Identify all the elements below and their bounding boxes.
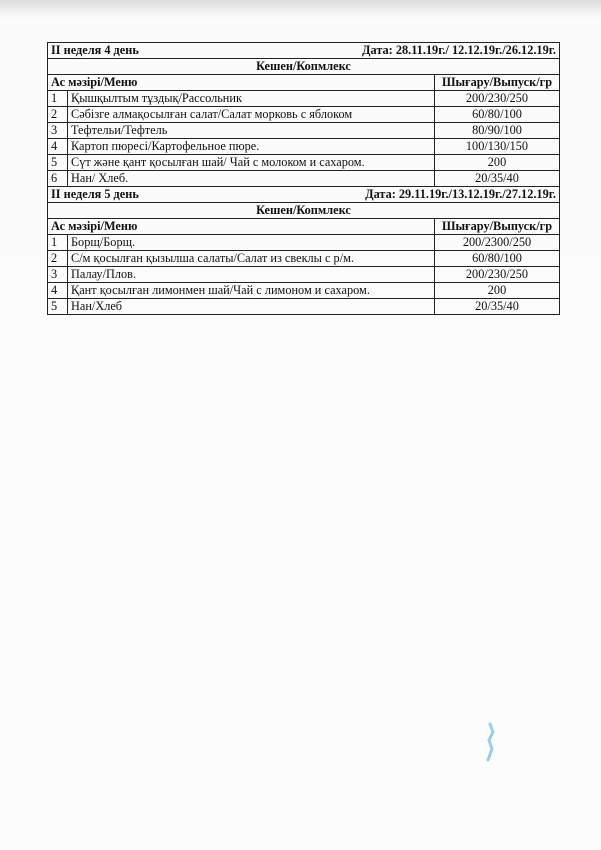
item-name: Тефтельи/Тефтель — [68, 123, 435, 139]
table-row — [48, 155, 560, 171]
item-number: 5 — [48, 155, 68, 171]
item-number: 1 — [48, 91, 68, 107]
complex-row — [48, 59, 560, 75]
item-output: 80/90/100 — [435, 123, 560, 139]
table-row — [48, 267, 560, 283]
item-output: 60/80/100 — [435, 107, 560, 123]
item-output: 200/230/250 — [435, 267, 560, 283]
item-name: Борщ/Борщ. — [68, 235, 435, 251]
item-name: Қышқылтым тұздық/Рассольник — [68, 91, 435, 107]
item-name: Сүт және қант қосылған шай/ Чай с молоком и сахаром. — [68, 155, 435, 171]
table-row — [48, 251, 560, 267]
item-output: 200/230/250 — [435, 91, 560, 107]
complex-label: Кешен/Копмлекс — [48, 59, 560, 75]
column-header-row — [48, 75, 560, 91]
scan-edge-shadow — [0, 0, 601, 18]
item-number: 6 — [48, 171, 68, 187]
item-number: 4 — [48, 139, 68, 155]
table-row — [48, 299, 560, 315]
menu-column-header: Ас мәзірі/Меню — [48, 219, 435, 235]
item-number: 1 — [48, 235, 68, 251]
menu-table — [47, 42, 560, 315]
day-header-cell — [48, 187, 560, 203]
complex-label: Кешен/Копмлекс — [48, 203, 560, 219]
table-row — [48, 139, 560, 155]
item-name: Нан/Хлеб — [68, 299, 435, 315]
day-header-row — [48, 43, 560, 59]
output-column-header: Шығару/Выпуск/гр — [435, 219, 560, 235]
day-header-cell — [48, 43, 560, 59]
table-row — [48, 283, 560, 299]
item-number: 4 — [48, 283, 68, 299]
item-output: 200 — [435, 283, 560, 299]
item-output: 200/2300/250 — [435, 235, 560, 251]
column-header-row — [48, 219, 560, 235]
week-day-label: II неделя 5 день — [51, 187, 139, 201]
complex-row — [48, 203, 560, 219]
day-header-row — [48, 187, 560, 203]
item-output: 200 — [435, 155, 560, 171]
item-output: 20/35/40 — [435, 171, 560, 187]
week-day-label: II неделя 4 день — [51, 43, 139, 57]
item-name: Қант қосылған лимонмен шай/Чай с лимоном и сахаром. — [68, 283, 435, 299]
table-row — [48, 235, 560, 251]
date-label: Дата: 29.11.19г./13.12.19г./27.12.19г. — [365, 187, 556, 201]
item-number: 5 — [48, 299, 68, 315]
ink-mark — [482, 722, 498, 762]
item-name: Сәбізге алмақосылған салат/Салат морковь с яблоком — [68, 107, 435, 123]
item-name: Палау/Плов. — [68, 267, 435, 283]
item-name: Нан/ Хлеб. — [68, 171, 435, 187]
item-number: 3 — [48, 267, 68, 283]
table-row — [48, 171, 560, 187]
item-number: 2 — [48, 251, 68, 267]
date-label: Дата: 28.11.19г./ 12.12.19г./26.12.19г. — [362, 43, 556, 57]
table-row — [48, 91, 560, 107]
item-number: 2 — [48, 107, 68, 123]
table-row — [48, 107, 560, 123]
menu-column-header: Ас мәзірі/Меню — [48, 75, 435, 91]
item-number: 3 — [48, 123, 68, 139]
output-column-header: Шығару/Выпуск/гр — [435, 75, 560, 91]
item-output: 60/80/100 — [435, 251, 560, 267]
item-name: С/м қосылған қызылша салаты/Салат из свеклы с р/м. — [68, 251, 435, 267]
item-name: Картоп пюресі/Картофельное пюре. — [68, 139, 435, 155]
item-output: 20/35/40 — [435, 299, 560, 315]
item-output: 100/130/150 — [435, 139, 560, 155]
table-row — [48, 123, 560, 139]
